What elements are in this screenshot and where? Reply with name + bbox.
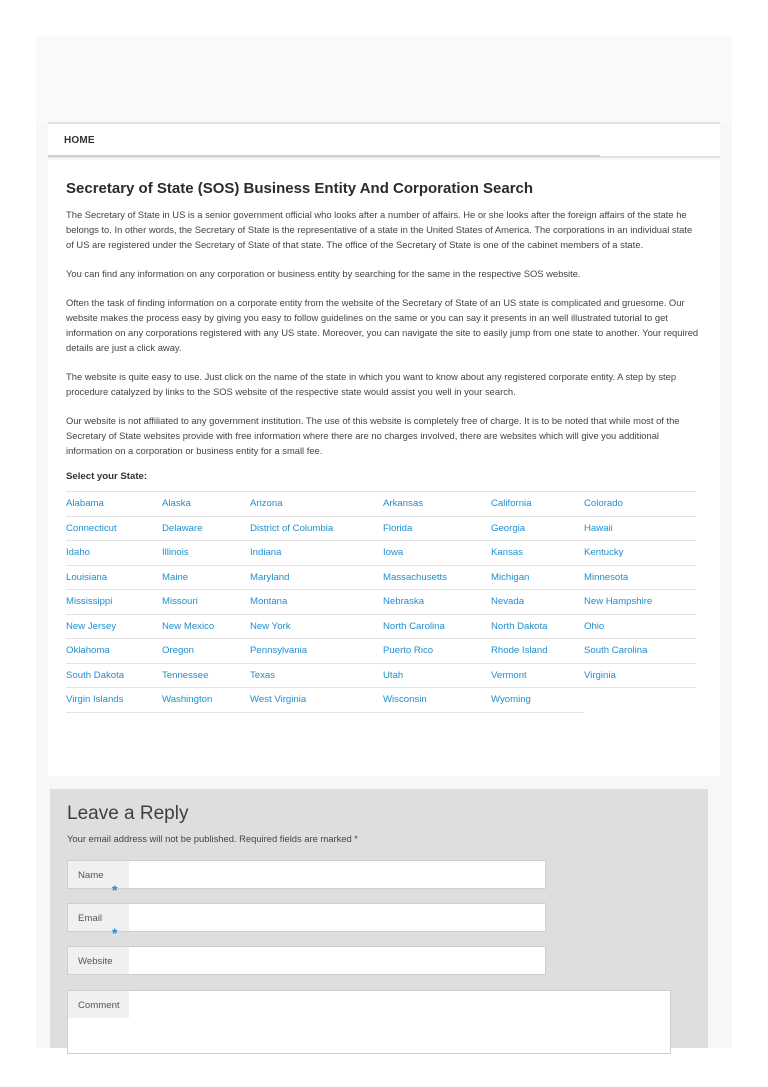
state-link[interactable]: Idaho: [66, 547, 91, 559]
state-cell: [66, 492, 162, 517]
header-area: [36, 36, 732, 122]
state-cell: [584, 614, 696, 639]
state-cell: [162, 688, 250, 713]
state-link[interactable]: Connecticut: [66, 522, 117, 534]
post-paragraph: The Secretary of State in US is a senior government official who looks after a number of affairs. He or she looks after the foreign affairs of the state he belongs to. In other words, the Secretary of State is the representative of a state in the United States of America. The corporations in an individual state of US are registered under the Secretary of State of that state. The office of the Secretary of State is one of the cabinet members of a state.: [66, 209, 693, 250]
post-paragraph: Often the task of finding information on a corporate entity from the website of the Secretary of State of an US state is complicated and gruesome. Our website makes the process easy by giving you easy to follow guidelines on the same or you can say it presents in an well illustrated tutorial to get information on any corporations registered with any US state. Moreover, you can navigate the site to easily jump from one state to another. Your required details are just a click away.: [66, 297, 699, 353]
state-cell: [250, 614, 383, 639]
email-label: Email: [68, 904, 129, 931]
state-cell: [66, 590, 162, 615]
page-title: Secretary of State (SOS) Business Entity And Corporation Search: [66, 180, 534, 197]
state-cell: [383, 565, 491, 590]
state-link[interactable]: Delaware: [162, 522, 203, 534]
state-link[interactable]: Kentucky: [584, 547, 624, 559]
state-link[interactable]: Arkansas: [383, 498, 423, 510]
state-link[interactable]: Pennsylvania: [250, 645, 308, 657]
state-cell: [250, 541, 383, 566]
state-cell: [584, 590, 696, 615]
state-link[interactable]: New Jersey: [66, 620, 117, 632]
state-link[interactable]: Nevada: [491, 596, 525, 608]
state-cell: [66, 639, 162, 664]
state-cell: [383, 639, 491, 664]
state-cell: [383, 516, 491, 541]
states-table: [66, 491, 696, 713]
email-field[interactable]: [67, 903, 546, 932]
states-row: [66, 663, 696, 688]
state-link[interactable]: New York: [250, 620, 291, 632]
state-cell: [584, 663, 696, 688]
state-cell: [584, 565, 696, 590]
state-cell: [383, 688, 491, 713]
state-cell: [584, 492, 696, 517]
state-cell: [491, 590, 584, 615]
state-cell: [250, 663, 383, 688]
state-link[interactable]: Louisiana: [66, 571, 108, 583]
state-link[interactable]: Florida: [383, 522, 413, 534]
name-input[interactable]: [129, 861, 545, 888]
state-cell: [250, 492, 383, 517]
state-cell: [491, 639, 584, 664]
state-cell: [383, 590, 491, 615]
state-link[interactable]: Maine: [162, 571, 189, 583]
state-link[interactable]: Wisconsin: [383, 694, 427, 706]
email-input[interactable]: [129, 904, 545, 931]
name-required-icon: *: [112, 882, 118, 898]
states-row: [66, 614, 696, 639]
website-field[interactable]: [67, 946, 546, 975]
state-cell: [162, 492, 250, 517]
state-link[interactable]: Michigan: [491, 571, 530, 583]
email-required-icon: *: [112, 925, 118, 941]
state-cell: [66, 663, 162, 688]
state-cell: [66, 614, 162, 639]
state-cell: [383, 541, 491, 566]
state-link[interactable]: South Dakota: [66, 669, 125, 681]
state-cell: [383, 663, 491, 688]
state-link[interactable]: Maryland: [250, 571, 290, 583]
state-link[interactable]: Alaska: [162, 498, 191, 510]
states-row: [66, 565, 696, 590]
state-cell: [66, 541, 162, 566]
comment-label: Comment: [68, 991, 129, 1018]
state-link[interactable]: Virgin Islands: [66, 694, 124, 706]
website-label: Website: [68, 947, 129, 974]
state-cell: [250, 516, 383, 541]
state-link[interactable]: Nebraska: [383, 596, 425, 608]
state-cell: [250, 688, 383, 713]
state-link[interactable]: Utah: [383, 669, 404, 681]
state-cell: [491, 541, 584, 566]
state-cell: [250, 639, 383, 664]
states-row: [66, 688, 696, 713]
leave-reply-section: [50, 789, 708, 1048]
state-link[interactable]: Oregon: [162, 645, 194, 657]
state-link[interactable]: Colorado: [584, 498, 623, 510]
states-row: [66, 590, 696, 615]
states-row: [66, 639, 696, 664]
state-link[interactable]: Virginia: [584, 669, 616, 681]
post-paragraph: Our website is not affiliated to any government institution. The use of this website is completely free of charge. It is to be noted that while most of the Secretary of State websites provide with free information where there are no charges involved, there are websites which will give you additional information on a corporation or business entity for a small fee.: [66, 415, 680, 456]
state-link[interactable]: District of Columbia: [250, 522, 334, 534]
states-row: [66, 541, 696, 566]
state-cell: [162, 541, 250, 566]
state-link[interactable]: Wyoming: [491, 694, 531, 706]
comment-textarea[interactable]: [129, 991, 670, 1053]
post-content: [48, 160, 720, 776]
state-cell: [66, 516, 162, 541]
state-link[interactable]: Rhode Island: [491, 645, 548, 657]
website-input[interactable]: [129, 947, 545, 974]
state-cell: [383, 492, 491, 517]
state-link[interactable]: Massachusetts: [383, 571, 447, 583]
state-cell: [162, 590, 250, 615]
state-link[interactable]: Alabama: [66, 498, 104, 510]
state-cell: [250, 565, 383, 590]
state-link[interactable]: Ohio: [584, 620, 605, 632]
state-link[interactable]: Illinois: [162, 547, 189, 559]
state-link[interactable]: Iowa: [383, 547, 404, 559]
state-link[interactable]: Hawaii: [584, 522, 613, 534]
state-link[interactable]: California: [491, 498, 532, 510]
state-link[interactable]: Tennessee: [162, 669, 209, 681]
select-state-label: Select your State:: [66, 471, 148, 482]
state-link[interactable]: North Dakota: [491, 620, 548, 632]
main-nav: [48, 122, 720, 158]
state-cell: [162, 663, 250, 688]
state-cell: [162, 565, 250, 590]
reply-note: Your email address will not be published. Required fields are marked *: [67, 833, 358, 844]
state-link[interactable]: South Carolina: [584, 645, 648, 657]
state-cell: [584, 688, 696, 713]
state-link[interactable]: Vermont: [491, 669, 527, 681]
state-link[interactable]: Puerto Rico: [383, 645, 434, 657]
nav-home-link[interactable]: HOME: [64, 135, 95, 146]
name-field[interactable]: [67, 860, 546, 889]
state-cell: [491, 565, 584, 590]
state-cell: [162, 516, 250, 541]
state-cell: [584, 639, 696, 664]
state-cell: [383, 614, 491, 639]
nav-divider: [48, 155, 600, 157]
state-cell: [491, 688, 584, 713]
state-link[interactable]: New Hampshire: [584, 596, 653, 608]
state-link[interactable]: Missouri: [162, 596, 198, 608]
state-link[interactable]: Montana: [250, 596, 288, 608]
state-link[interactable]: Kansas: [491, 547, 523, 559]
post-paragraph: The website is quite easy to use. Just click on the name of the state in which you want to know about any registered corporate entity. A step by step procedure catalyzed by links to the SOS website of the respective state would assist you well in your search.: [66, 371, 677, 397]
page-wrapper: [36, 36, 732, 1048]
name-label: Name: [68, 861, 129, 888]
state-link[interactable]: Oklahoma: [66, 645, 110, 657]
state-cell: [66, 688, 162, 713]
state-cell: [491, 614, 584, 639]
state-cell: [66, 565, 162, 590]
state-link[interactable]: New Mexico: [162, 620, 215, 632]
state-link[interactable]: West Virginia: [250, 694, 307, 706]
state-link[interactable]: Arizona: [250, 498, 283, 510]
reply-title: Leave a Reply: [67, 803, 189, 824]
state-cell: [162, 639, 250, 664]
state-cell: [250, 590, 383, 615]
state-link[interactable]: Texas: [250, 669, 276, 681]
states-row: [66, 492, 696, 517]
state-link[interactable]: Washington: [162, 694, 213, 706]
state-link[interactable]: North Carolina: [383, 620, 445, 632]
states-row: [66, 516, 696, 541]
state-cell: [491, 516, 584, 541]
state-cell: [162, 614, 250, 639]
comment-field[interactable]: [67, 990, 671, 1054]
state-cell: [491, 663, 584, 688]
state-link[interactable]: Georgia: [491, 522, 526, 534]
state-cell: [584, 516, 696, 541]
state-link[interactable]: Indiana: [250, 547, 282, 559]
state-link[interactable]: Minnesota: [584, 571, 629, 583]
state-cell: [584, 541, 696, 566]
state-cell: [491, 492, 584, 517]
state-link[interactable]: Mississippi: [66, 596, 113, 608]
post-paragraph: You can find any information on any corporation or business entity by searching for the same in the respective SOS website.: [66, 268, 581, 279]
